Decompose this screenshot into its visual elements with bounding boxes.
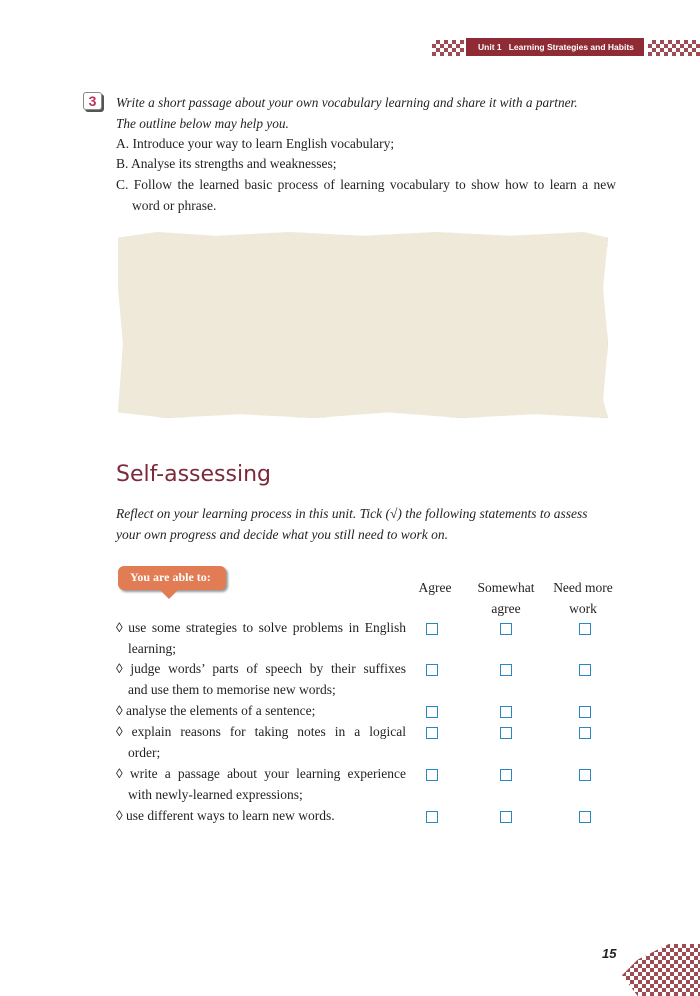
somewhat-agree-checkbox[interactable]: [500, 811, 512, 823]
need-more-work-checkbox[interactable]: [579, 727, 591, 739]
section-intro: Reflect on your learning process in this unit. Tick (√) the following statements to assess your own progress and decide what you still need to work on.: [116, 506, 588, 542]
agree-checkbox[interactable]: [426, 623, 438, 635]
need-more-work-checkbox[interactable]: [579, 769, 591, 781]
statement-row: [116, 805, 406, 826]
need-more-work-checkbox[interactable]: [579, 623, 591, 635]
agree-checkbox[interactable]: [426, 727, 438, 739]
column-agree: Agree: [418, 580, 452, 595]
outline-item-c-cont: word or phrase.: [132, 198, 217, 213]
agree-checkbox[interactable]: [426, 811, 438, 823]
agree-checkbox[interactable]: [426, 769, 438, 781]
statement-text-cont: order;: [128, 745, 161, 760]
somewhat-agree-checkbox[interactable]: [500, 664, 512, 676]
agree-checkbox[interactable]: [426, 664, 438, 676]
need-more-work-checkbox[interactable]: [579, 706, 591, 718]
checker-decoration: [622, 944, 700, 996]
outline-item-b: B. Analyse its strengths and weaknesses;: [116, 156, 337, 171]
statement-row: [116, 721, 406, 763]
writing-area[interactable]: [118, 232, 608, 418]
statement-text: ◊ use different ways to learn new words.: [116, 808, 335, 823]
agree-checkbox[interactable]: [426, 706, 438, 718]
outline-item-c: C. Follow the learned basic process of learning vocabulary to show how to learn a new: [116, 177, 616, 192]
statement-row: [116, 700, 406, 721]
need-more-work-checkbox[interactable]: [579, 811, 591, 823]
somewhat-agree-checkbox[interactable]: [500, 769, 512, 781]
somewhat-agree-checkbox[interactable]: [500, 706, 512, 718]
unit-label: Unit 1: [478, 42, 502, 52]
outline-item-a: A. Introduce your way to learn English vocabulary;: [116, 136, 395, 151]
statement-text-cont: with newly-learned expressions;: [128, 787, 303, 802]
you-are-able-to-bubble: You are able to:: [118, 566, 226, 590]
checker-decoration: [648, 40, 700, 56]
somewhat-agree-checkbox[interactable]: [500, 623, 512, 635]
task-instruction: Write a short passage about your own vocabulary learning and share it with a partner. The outline below may help you.: [116, 95, 578, 131]
unit-title: Learning Strategies and Habits: [508, 42, 634, 52]
statement-text: ◊ write a passage about your learning experience: [116, 766, 406, 781]
statement-text: ◊ analyse the elements of a sentence;: [116, 703, 316, 718]
page-number: 15: [602, 946, 617, 961]
statement-text-cont: learning;: [128, 641, 176, 656]
section-title: Self-assessing: [116, 462, 271, 487]
statement-text: ◊ use some strategies to solve problems in English: [116, 620, 406, 635]
task-number: 3: [83, 92, 102, 110]
somewhat-agree-checkbox[interactable]: [500, 727, 512, 739]
statement-row: [116, 658, 406, 700]
need-more-work-checkbox[interactable]: [579, 664, 591, 676]
statement-row: [116, 617, 406, 659]
column-somewhat-agree: Somewhat agree: [477, 580, 535, 616]
statement-text-cont: and use them to memorise new words;: [128, 682, 336, 697]
unit-header: [466, 38, 644, 56]
statement-text: ◊ judge words’ parts of speech by their suffixes: [116, 661, 406, 676]
checker-decoration: [432, 40, 464, 56]
statement-text: ◊ explain reasons for taking notes in a logical: [116, 724, 406, 739]
column-need-more-work: Need more work: [553, 580, 613, 616]
statement-row: [116, 763, 406, 805]
